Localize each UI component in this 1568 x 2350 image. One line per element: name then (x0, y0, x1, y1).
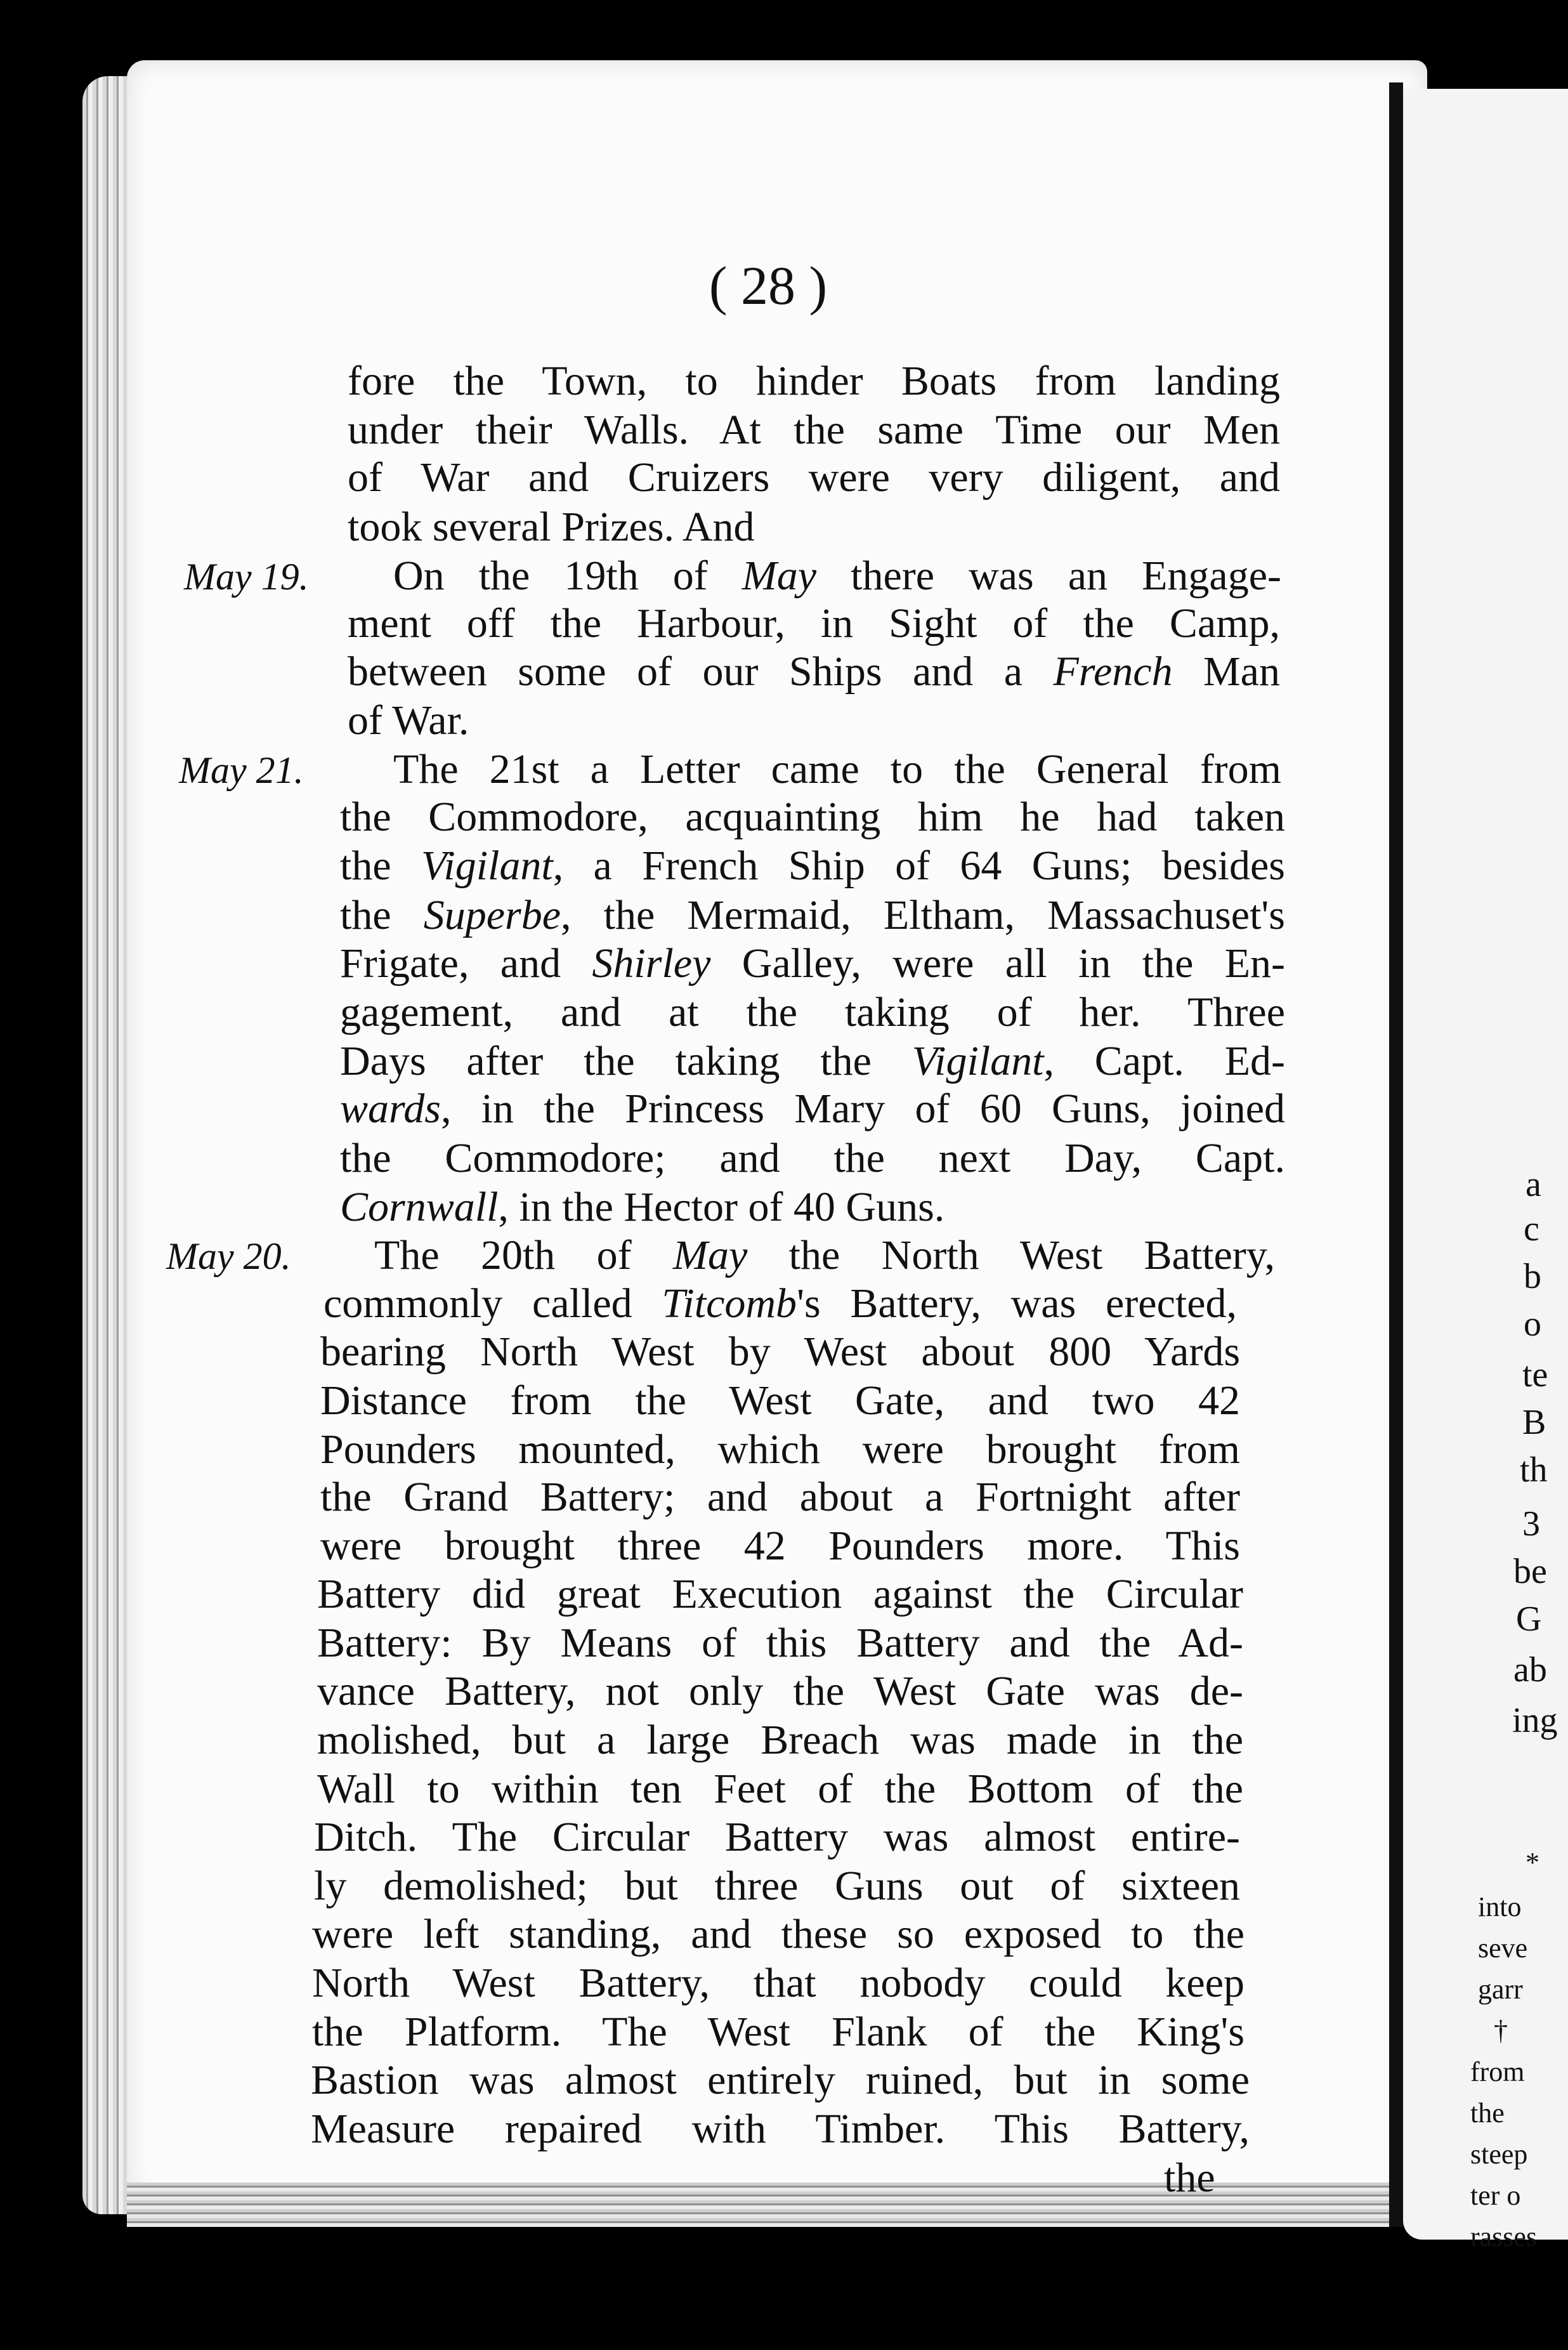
text-line (348, 409, 1280, 451)
text-line (340, 1135, 1285, 1181)
italic-run: Shirley (592, 940, 711, 987)
text-run: the Platform. The West Flank of the King's (312, 2009, 1245, 2055)
text-line (311, 2059, 1250, 2101)
text-line (348, 697, 469, 744)
book-gutter (1389, 82, 1403, 2227)
text-run: Days after the taking the (340, 1038, 912, 1084)
text-run: the Commodore; and the next Day, Capt. (340, 1135, 1285, 1181)
text-run: fore the Town, to hinder Boats from landing (348, 358, 1280, 404)
text-run: On the 19th of (393, 553, 742, 599)
next-page-fragment: † (1494, 2015, 1508, 2046)
text-line (348, 648, 1280, 695)
next-page-fragment: garr (1478, 1974, 1523, 2005)
text-line (320, 1426, 1240, 1473)
text-line (320, 1331, 1240, 1373)
text-run: there was an Engage- (816, 553, 1281, 599)
text-line (317, 1719, 1243, 1761)
next-page-fragment: th (1520, 1450, 1548, 1490)
next-page-fragment: into (1478, 1891, 1522, 1922)
text-run: The 20th of (374, 1232, 674, 1278)
next-page-fragment: b (1524, 1257, 1541, 1296)
text-line (348, 600, 1280, 647)
italic-run: Vigilant (421, 843, 553, 889)
italic-run: Titcomb (662, 1280, 797, 1327)
text-run: ly demolished; but three Guns out of sixteen (314, 1863, 1240, 1909)
next-page-fragment: seve (1478, 1933, 1528, 1964)
text-run: under their Walls. At the same Time our Men (348, 407, 1280, 453)
text-run: the (340, 843, 421, 889)
italic-run: May (742, 553, 817, 599)
next-page-fragment: 3 (1522, 1504, 1540, 1544)
text-run: molished, but a large Breach was made in the (317, 1717, 1243, 1763)
text-run: , Capt. Ed- (1043, 1038, 1285, 1084)
text-run: Bastion was almost entirely ruined, but in some (311, 2057, 1250, 2103)
text-line (348, 360, 1280, 402)
italic-run: French (1053, 648, 1173, 695)
next-page-fragment: from (1470, 2056, 1525, 2087)
text-line (320, 1525, 1240, 1567)
text-line (340, 940, 1285, 987)
text-line (320, 1377, 1240, 1424)
next-page-fragment: steep (1470, 2139, 1528, 2170)
text-line (374, 1232, 1275, 1278)
next-page-fragment: the (1470, 2097, 1505, 2129)
margin-note: May 21. (179, 749, 304, 791)
text-run: the (340, 892, 424, 938)
text-run: The 21st a Letter came to the General from (393, 746, 1281, 792)
text-line (340, 845, 1285, 887)
next-page-fragment: ing (1512, 1701, 1558, 1740)
text-line (340, 796, 1285, 838)
text-run: 's Battery, was erected, (797, 1280, 1237, 1327)
text-line (340, 1040, 1285, 1082)
text-line (340, 892, 1285, 938)
text-line (314, 1865, 1240, 1907)
text-line (312, 2011, 1245, 2053)
text-line (348, 454, 1280, 501)
text-run: Measure repaired with Timber. This Battery, (311, 2106, 1250, 2152)
text-run: Galley, were all in the En- (710, 940, 1285, 987)
text-run: the North West Battery, (747, 1232, 1275, 1278)
next-page-fragment: o (1524, 1304, 1541, 1344)
text-line (317, 1768, 1243, 1810)
margin-note: May 20. (166, 1235, 291, 1277)
italic-run: wards (340, 1086, 441, 1132)
text-run: Wall to within ten Feet of the Bottom of the (317, 1766, 1243, 1812)
next-page-fragment: be (1513, 1552, 1547, 1591)
text-run: were left standing, and these so exposed to the (312, 1911, 1245, 1957)
text-line (348, 506, 755, 548)
text-run: of War and Cruizers were very diligent, and (348, 454, 1280, 501)
italic-run: May (673, 1232, 748, 1278)
text-run: Man (1172, 648, 1280, 695)
next-page-fragment: c (1524, 1209, 1539, 1249)
italic-run: Superbe (423, 892, 561, 938)
next-page-fragment: te (1522, 1355, 1548, 1395)
text-run: , in the Hector of 40 Guns. (498, 1184, 945, 1230)
text-line (317, 1622, 1243, 1664)
text-run: , the Mermaid, Eltham, Massachuset's (561, 892, 1285, 938)
text-run: between some of our Ships and a (348, 648, 1054, 695)
text-line (323, 1280, 1237, 1327)
text-run: , a French Ship of 64 Guns; besides (552, 843, 1285, 889)
text-line (314, 1816, 1240, 1858)
text-run: Pounders mounted, which were brought from (320, 1426, 1240, 1473)
text-run: Distance from the West Gate, and two 42 (320, 1377, 1240, 1424)
text-run: bearing North West by West about 800 Yards (320, 1329, 1240, 1375)
next-page-fragment: * (1526, 1847, 1539, 1878)
text-run: were brought three 42 Pounders more. This (320, 1523, 1240, 1569)
page-number: ( 28 ) (709, 255, 828, 316)
text-line (312, 1962, 1245, 2004)
text-run: the Grand Battery; and about a Fortnight after (320, 1474, 1240, 1520)
text-run: Battery did great Execution against the Circular (317, 1571, 1243, 1617)
next-page-fragment: a (1526, 1165, 1541, 1204)
catchword: the (1164, 2155, 1215, 2201)
text-run: ment off the Harbour, in Sight of the Camp, (348, 600, 1280, 647)
margin-note: May 19. (184, 556, 309, 598)
text-line (312, 1913, 1245, 1955)
next-page-fragment: G (1516, 1599, 1542, 1639)
text-line (393, 555, 1281, 597)
text-line (340, 1088, 1285, 1130)
text-run: vance Battery, not only the West Gate was de- (317, 1668, 1243, 1714)
text-line (317, 1668, 1243, 1714)
text-run: Ditch. The Circular Battery was almost entire- (314, 1814, 1240, 1860)
next-page-fragment: rasses (1470, 2221, 1538, 2252)
text-run: North West Battery, that nobody could keep (312, 1960, 1245, 2006)
italic-run: Vigilant (911, 1038, 1044, 1084)
text-run: commonly called (323, 1280, 662, 1327)
text-line (311, 2108, 1250, 2150)
text-run: took several Prizes. And (348, 504, 755, 550)
text-run: , in the Princess Mary of 60 Guns, joined (440, 1086, 1285, 1132)
text-run: Battery: By Means of this Battery and the Ad- (317, 1620, 1243, 1666)
text-run: the Commodore, acquainting him he had taken (340, 794, 1285, 840)
text-line (393, 746, 1281, 792)
text-run: gagement, and at the taking of her. Three (340, 989, 1285, 1035)
text-line (320, 1476, 1240, 1518)
italic-run: Cornwall (340, 1184, 499, 1230)
text-run: Frigate, and (340, 940, 592, 987)
next-page-fragment: ter o (1470, 2180, 1521, 2211)
text-line (340, 1186, 944, 1228)
next-page-fragment: B (1522, 1403, 1546, 1442)
next-page-fragment: ab (1513, 1650, 1547, 1690)
text-line (340, 989, 1285, 1035)
text-run: of War. (348, 697, 469, 744)
text-line (317, 1573, 1243, 1615)
